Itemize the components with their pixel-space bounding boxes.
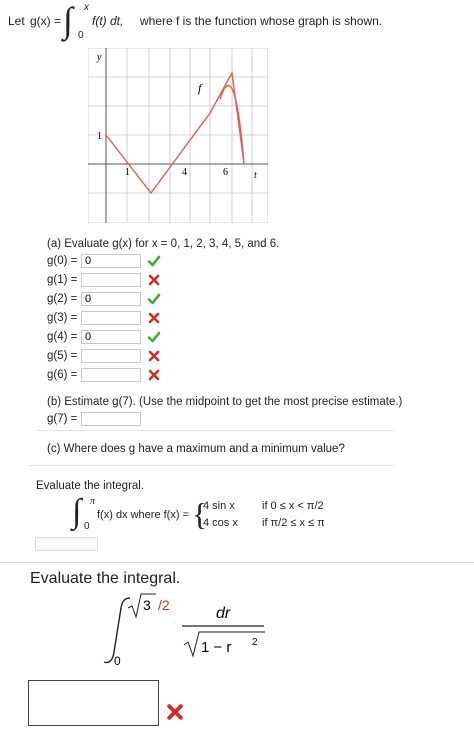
g-row-label: g(4) = [47, 331, 78, 343]
section3-integral [100, 590, 280, 670]
correct-check-icon [147, 330, 161, 344]
incorrect-x-icon [147, 273, 161, 287]
upper-limit-radicand: 3 [143, 597, 151, 613]
case2-expr: 4 cos x [203, 517, 238, 529]
g-row-input[interactable] [81, 311, 141, 325]
case1-cond: if 0 ≤ x < π/2 [262, 500, 324, 512]
case2-cond: if π/2 ≤ x ≤ π [262, 517, 325, 529]
section2-answer-input[interactable] [35, 537, 98, 551]
curve-label: f [198, 81, 202, 95]
numerator-dr: dr [216, 605, 231, 622]
integral-sign-3 [104, 598, 130, 663]
integral-2-integrand: f(x) dx where f(x) = [97, 509, 189, 521]
g-row-input[interactable] [81, 330, 141, 344]
incorrect-x-icon [147, 349, 161, 363]
lower-limit: 0 [114, 654, 121, 668]
g-row-label: g(0) = [47, 255, 78, 267]
intro-suffix: where f is the function whose graph is shown. [140, 14, 383, 28]
incorrect-x-icon [166, 703, 184, 721]
g-of-x-label: g(x) = [30, 14, 62, 28]
g-row-label: g(5) = [47, 350, 78, 362]
x-tick-label-6: 6 [223, 167, 228, 178]
integrand: f(t) dt, [92, 14, 124, 28]
piecewise-brace: { [192, 496, 208, 532]
function-graph [88, 48, 268, 223]
intro-prefix: Let [8, 14, 25, 28]
denominator-radicand: 1 − r [201, 639, 232, 656]
divider-b-c [36, 430, 394, 431]
g-row-input[interactable] [81, 273, 141, 287]
g7-input[interactable] [81, 412, 141, 426]
part-c-prompt: (c) Where does g have a maximum and a minimum value? [47, 443, 345, 455]
integral-lower-limit: 0 [78, 30, 84, 41]
part-a-prompt: (a) Evaluate g(x) for x = 0, 1, 2, 3, 4, 5, and 6. [47, 238, 280, 250]
divider-section-2 [28, 465, 394, 466]
x-axis-label: t [254, 170, 257, 181]
y-tick-label: 1 [97, 131, 102, 142]
correct-check-icon [147, 292, 161, 306]
upper-limit-radical [128, 594, 156, 617]
integral-upper-limit: x [84, 2, 89, 13]
part-b-prompt: (b) Estimate g(7). (Use the midpoint to get the most precise estimate.) [47, 396, 403, 408]
g-row-input[interactable] [81, 254, 141, 268]
incorrect-x-icon [147, 368, 161, 382]
g7-label: g(7) = [47, 413, 78, 425]
g-row-label: g(3) = [47, 312, 78, 324]
incorrect-x-icon [147, 311, 161, 325]
denominator-exponent: 2 [252, 637, 258, 648]
y-axis-label: y [97, 52, 102, 63]
case1-expr: 4 sin x [203, 500, 235, 512]
divider-section-3 [0, 562, 474, 563]
g-row-label: g(2) = [47, 293, 78, 305]
x-tick-label-1: 1 [125, 167, 130, 178]
section3-answer-input[interactable] [28, 680, 159, 726]
upper-limit-denominator: /2 [158, 597, 170, 613]
integral-2-lower: 0 [84, 521, 90, 532]
g-row-input[interactable] [81, 368, 141, 382]
section2-heading: Evaluate the integral. [36, 480, 145, 492]
g-row-label: g(6) = [47, 369, 78, 381]
g-row-label: g(1) = [47, 274, 78, 286]
integral-2-upper: π [90, 496, 96, 507]
correct-check-icon [147, 254, 161, 268]
integral-sign: ∫ [63, 0, 73, 40]
g-row-input[interactable] [81, 349, 141, 363]
section3-heading: Evaluate the integral. [30, 570, 181, 587]
g-row-input[interactable] [81, 292, 141, 306]
integral-sign-2: ∫ [72, 493, 82, 530]
x-tick-label-4: 4 [182, 167, 187, 178]
